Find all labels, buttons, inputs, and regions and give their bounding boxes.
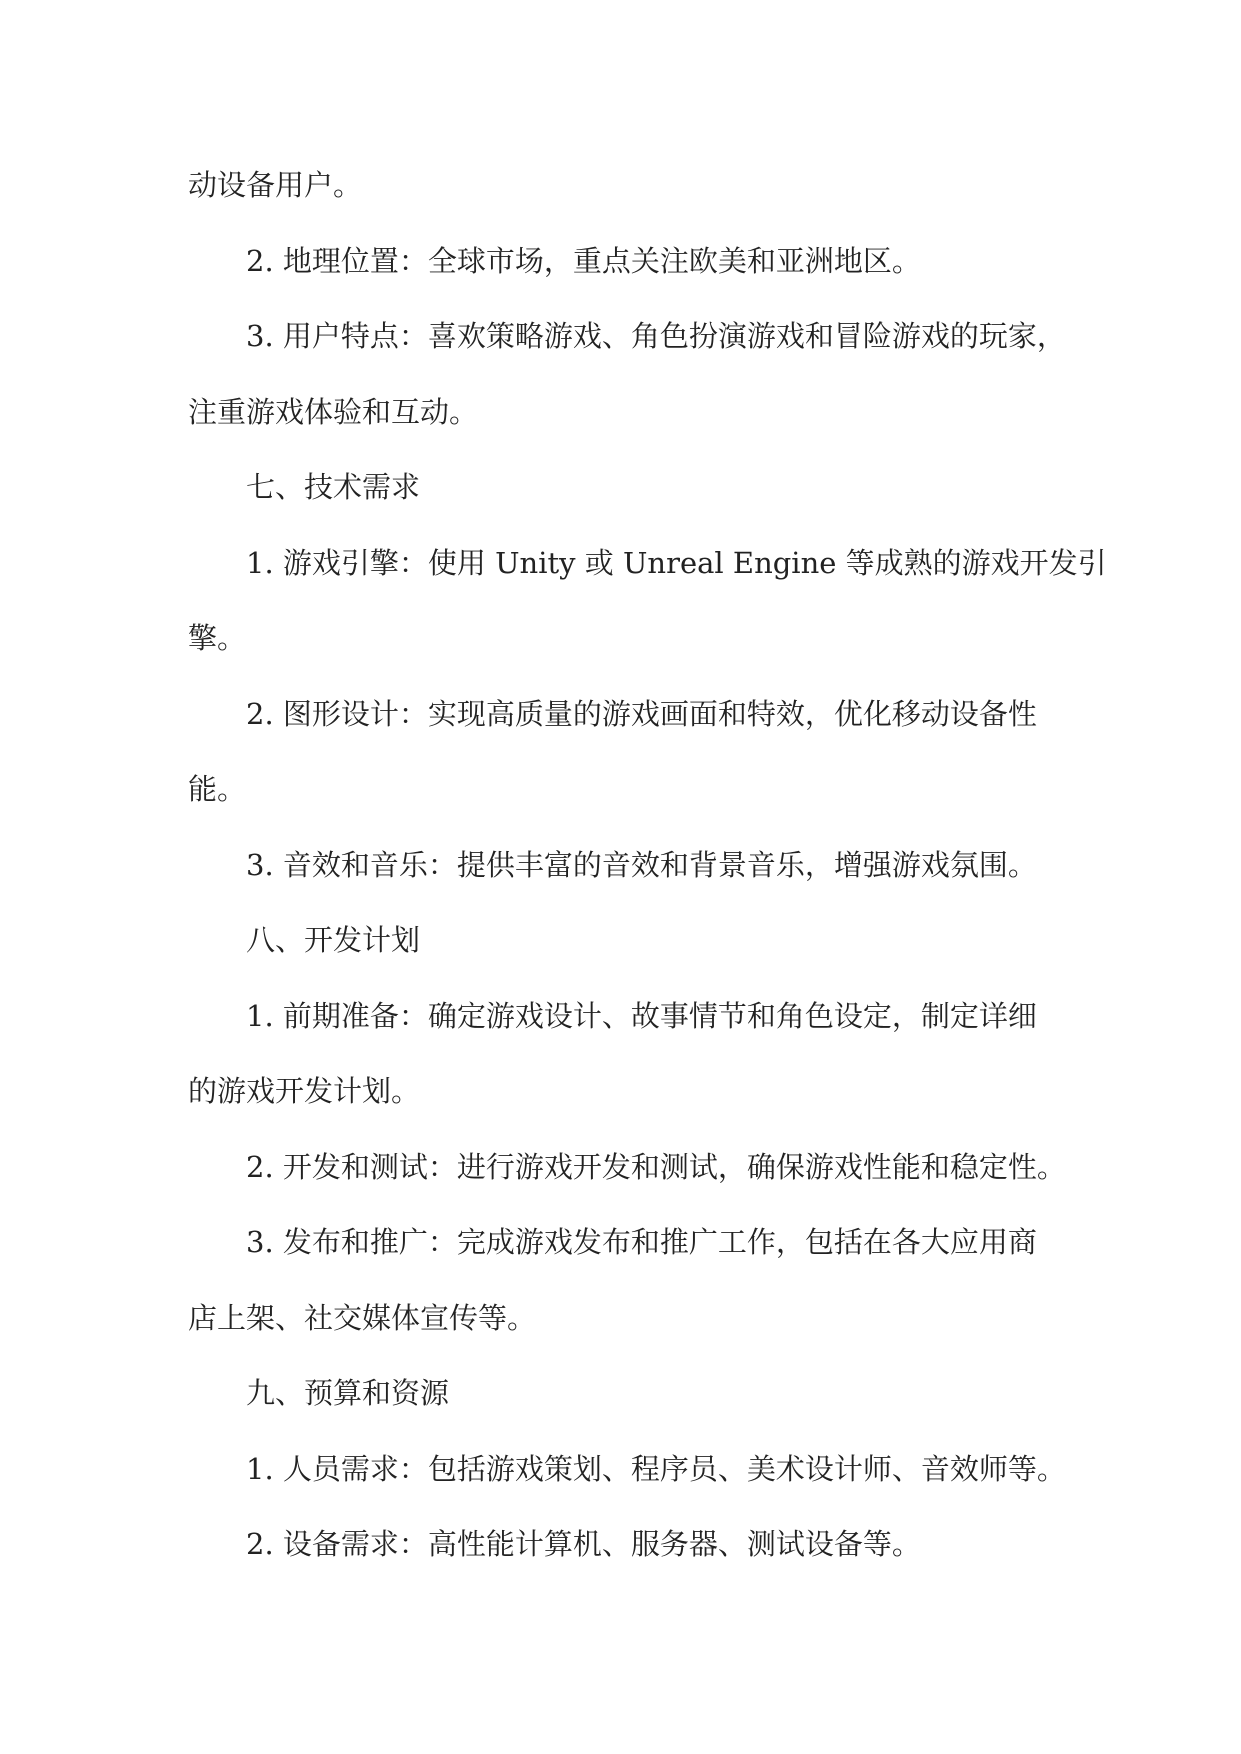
text-line-16: 店上架、社交媒体宣传等。	[188, 1300, 537, 1335]
text-line-15: 3. 发布和推广：完成游戏发布和推广工作，包括在各大应用商	[246, 1225, 1037, 1259]
text-line-7: 擎。	[188, 621, 247, 655]
text-line-6: 1. 游戏引擎：使用 Unity 或 Unreal Engine 等成熟的游戏开发引	[246, 545, 1107, 580]
section-heading-technical-requirements: 七、技术需求	[246, 470, 421, 504]
text-line-3: 3. 用户特点：喜欢策略游戏、角色扮演游戏和冒险游戏的玩家，	[246, 319, 1066, 353]
text-line-1: 动设备用户。	[188, 168, 363, 202]
text-line-19: 2. 设备需求：高性能计算机、服务器、测试设备等。	[246, 1527, 921, 1561]
text-line-13: 的游戏开发计划。	[188, 1074, 421, 1108]
text-line-12: 1. 前期准备：确定游戏设计、故事情节和角色设定，制定详细	[246, 998, 1037, 1033]
section-heading-development-plan: 八、开发计划	[246, 923, 421, 957]
text-line-8: 2. 图形设计：实现高质量的游戏画面和特效，优化移动设备性	[246, 696, 1037, 731]
text-line-10: 3. 音效和音乐：提供丰富的音效和背景音乐，增强游戏氛围。	[246, 847, 1037, 882]
text-line-18: 1. 人员需求：包括游戏策划、程序员、美术设计师、音效师等。	[246, 1451, 1066, 1486]
text-line-4: 注重游戏体验和互动。	[188, 394, 479, 429]
section-heading-budget-resources: 九、预算和资源	[246, 1376, 450, 1410]
text-line-14: 2. 开发和测试：进行游戏开发和测试，确保游戏性能和稳定性。	[246, 1149, 1066, 1184]
document-body	[188, 148, 1107, 1583]
text-line-2: 2. 地理位置：全球市场，重点关注欧美和亚洲地区。	[246, 243, 921, 278]
text-line-9: 能。	[188, 772, 247, 806]
